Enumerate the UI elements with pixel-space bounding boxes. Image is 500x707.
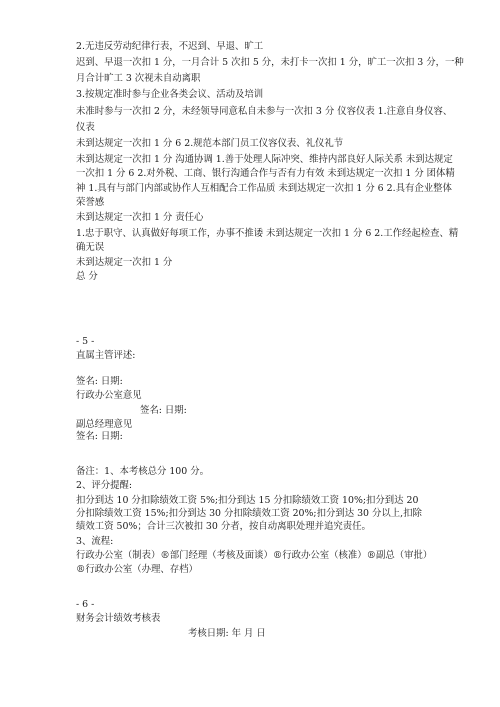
signature-date-line: 签名: 日期: <box>76 431 123 442</box>
text-line: 未到达规定一次扣 1 分 6 2.规范本部门员工仪容仪表、礼仪礼节 <box>76 138 344 149</box>
rule-title: 2、评分提醒: <box>76 480 132 491</box>
text-line: 仪表 <box>76 122 95 133</box>
page-6-title: 财务会计绩效考核表 <box>76 613 161 624</box>
deputy-gm-opinion-label: 副总经理意见 <box>76 419 133 430</box>
text-line: 未到达规定一次扣 1 分 <box>76 257 173 268</box>
text-line: 1.忠于职守、认真做好每项工作，办事不推诿 未到达规定一次扣 1 分 6 2.工作经起检查、精 <box>76 228 459 239</box>
text-line: 2.无违反劳动纪律行表，不迟到、早退、旷工 <box>76 41 264 52</box>
signature-date-line: 签名: 日期: <box>76 376 123 387</box>
text-line: 月合计旷工 3 次视未自动离职 <box>76 73 201 84</box>
text-line: 总 分 <box>76 271 98 282</box>
text-line: 未到达规定一次扣 1 分 沟通协调 1.善于处理人际冲突、维持内部良好人际关系 未到达规定 <box>76 154 453 165</box>
page-number: - 6 - <box>76 599 95 610</box>
flow-title: 3、流程: <box>76 536 114 547</box>
page-number: - 5 - <box>76 336 95 347</box>
text-line: 确无误 <box>76 242 105 253</box>
signature-date-line: 签名: 日期: <box>140 405 187 416</box>
admin-office-opinion-label: 行政办公室意见 <box>76 390 142 401</box>
text-line: 神 1.具有与部门内部或协作人互相配合工作品质 未到达规定一次扣 1 分 6 2.具有企业整体 <box>76 183 452 194</box>
text-line: 一次扣 1 分 6 2.对外税、工商、银行沟通合作与否有力有效 未到达规定一次扣 1 分 团体精 <box>76 168 455 179</box>
note-text: 备注：1、本考核总分 100 分。 <box>76 466 209 477</box>
text-line: 3.按规定准时参与企业各类会议、活动及培训 <box>76 89 264 100</box>
text-line: 未准时参与一次扣 2 分，未经领导同意私自未参与一次扣 3 分 仪容仪表 1.注意自身仪容、 <box>76 106 453 117</box>
assessment-date-label: 考核日期: 年 月 日 <box>188 628 266 639</box>
rule-text: 扣分到达 10 分扣除绩效工资 5%;扣分到达 15 分扣除绩效工资 10%;扣分到达 20 分扣除绩效工资 15%;扣分到达 30 分扣除绩效工资 20%;扣分到达 30 分以上,扣除绩效工资 50%；合计三次被扣 30 分者，按自动离职处理并追究责任。 <box>76 495 422 532</box>
text-line: 迟到、早退一次扣 1 分，一月合计 5 次扣 5 分，未打卡一次扣 1 分，旷工一次扣 3 分，一种 <box>76 57 464 68</box>
flow-text: 行政办公室（制表）®部门经理（考核及面谈）®行政办公室（核准）®副总（审批）®行政办公室（办理、存档） <box>76 550 428 575</box>
text-line: 未到达规定一次扣 1 分 责任心 <box>76 212 204 223</box>
supervisor-comment-label: 直属主管评述: <box>76 350 136 361</box>
text-line: 荣誉感 <box>76 197 105 208</box>
